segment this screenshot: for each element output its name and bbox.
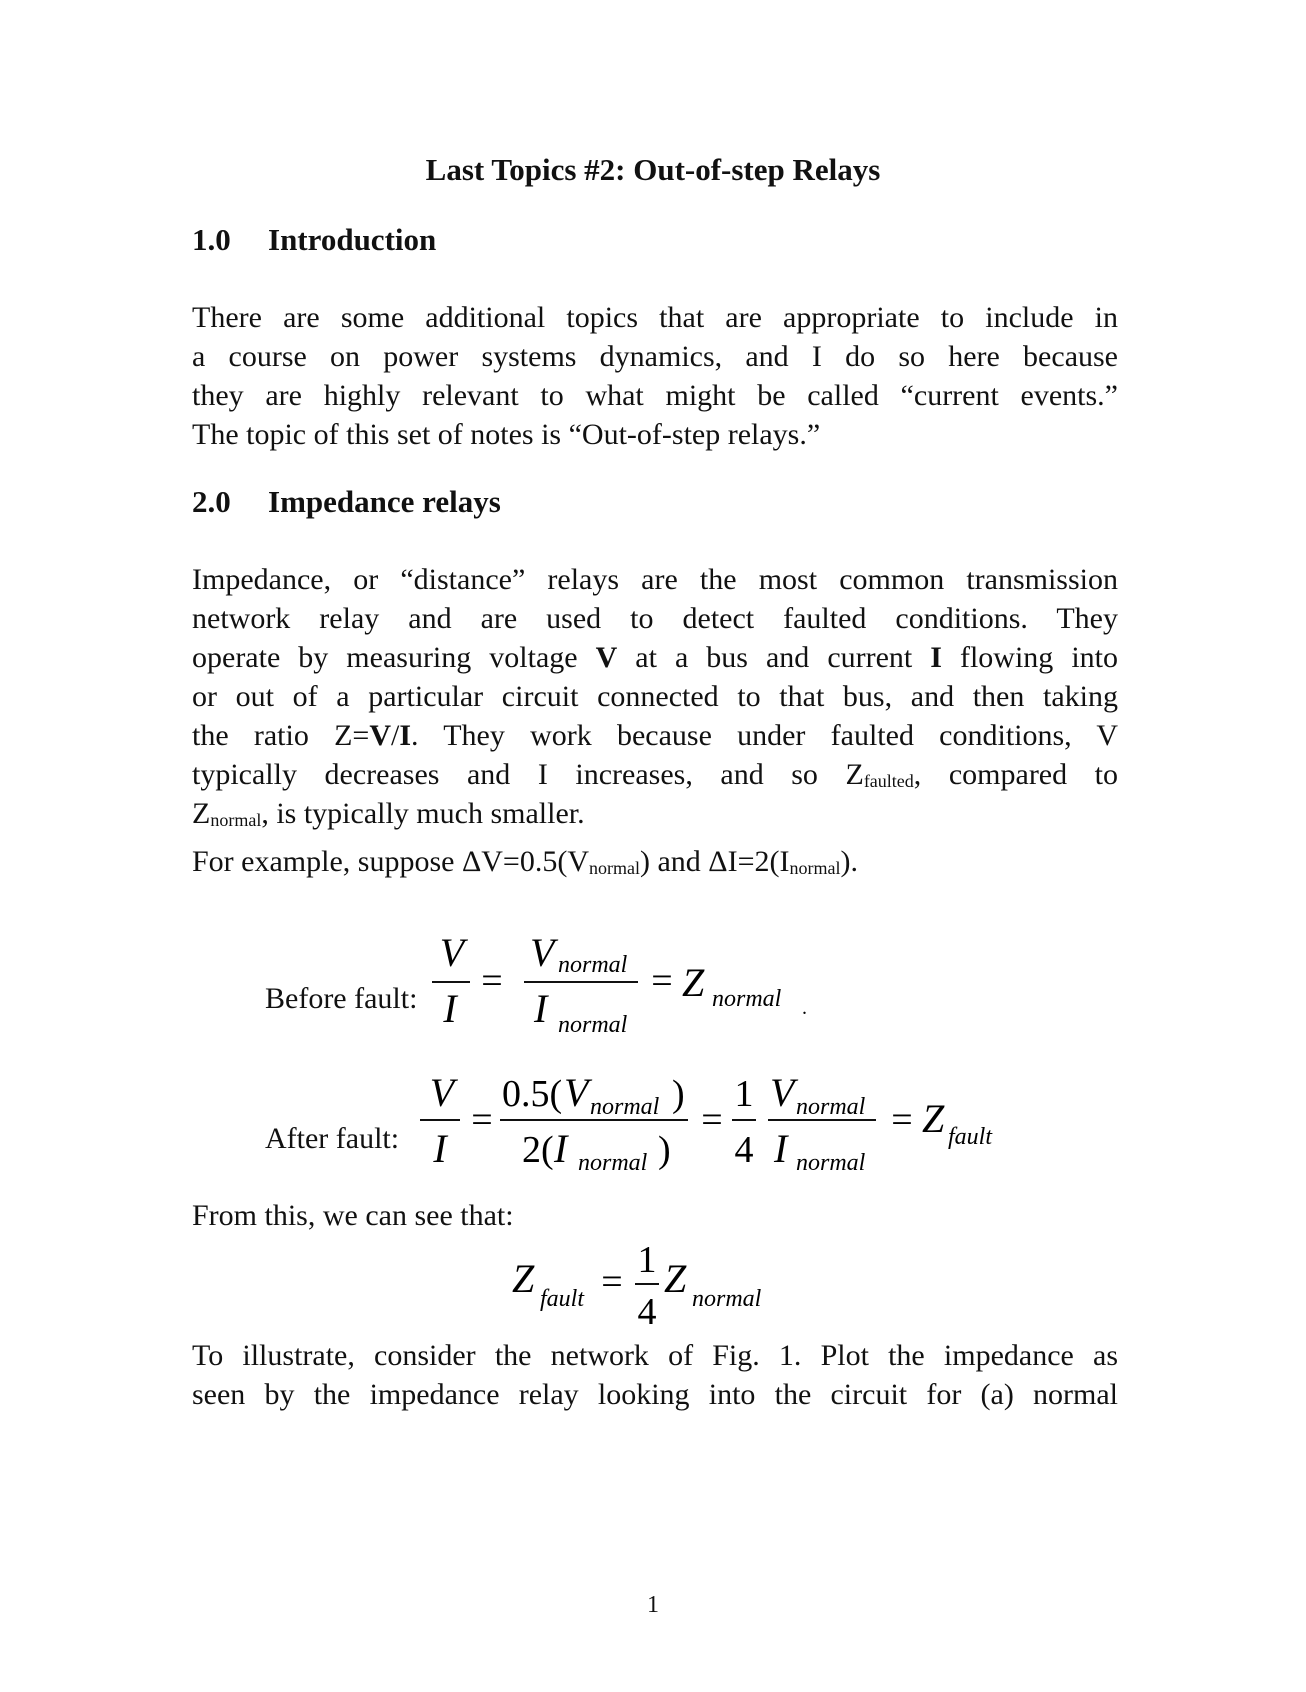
text-line: Impedance, or “distance” relays are the most common transmission (192, 563, 1118, 596)
illustrate-paragraph (192, 1336, 1118, 1414)
current-symbol: I (930, 641, 942, 674)
eq-Z: Z (682, 960, 705, 1005)
eq-Z: Z (922, 1096, 945, 1141)
eq-paren: ) (672, 1073, 685, 1115)
text: Z (192, 797, 211, 830)
text: at a bus and current (617, 641, 931, 674)
page-number: 1 (647, 1592, 659, 1618)
eq-V: V (564, 1070, 589, 1115)
current-symbol: I (399, 719, 412, 752)
eq-I: I (534, 986, 548, 1031)
voltage-symbol: V (595, 641, 618, 674)
text: ) and ΔI=2(I (640, 845, 790, 878)
text: / (391, 719, 400, 752)
before-fault-label: Before fault: (265, 982, 418, 1015)
section-heading-impedance-relays (192, 484, 501, 520)
eq-V: V (770, 1070, 795, 1115)
after-fault-label: After fault: (265, 1122, 400, 1155)
eq-equals: = (471, 1099, 493, 1141)
eq-one: 1 (734, 1073, 754, 1115)
eq-equals: = (601, 1261, 623, 1303)
text-line (192, 638, 1118, 677)
eq-subscript: normal (578, 1150, 648, 1176)
page-title: Last Topics #2: Out-of-step Relays (425, 152, 881, 187)
eq-subscript: normal (692, 1286, 762, 1312)
text: flowing into (941, 641, 1118, 674)
subscript: normal (589, 858, 640, 878)
eq-subscript: normal (712, 986, 782, 1012)
text: , compared to (913, 758, 1119, 791)
text-line (192, 755, 1118, 794)
eq-paren: ) (658, 1129, 671, 1171)
text-line: seen by the impedance relay looking into the circuit for (a) normal (192, 1378, 1118, 1411)
text-line: To illustrate, consider the network of Fig. 1. Plot the impedance as (192, 1339, 1118, 1372)
eq-subscript: fault (540, 1286, 585, 1312)
eq-subscript: normal (796, 1094, 866, 1120)
example-line (192, 842, 1118, 881)
section-title: Impedance relays (268, 484, 501, 519)
after-fault-equation (418, 1062, 993, 1182)
subscript: normal (789, 858, 841, 878)
text-line (192, 716, 1118, 755)
text: the ratio Z= (192, 719, 370, 752)
text-line: The topic of this set of notes is “Out-of-step relays.” (192, 418, 821, 451)
text: ). (840, 845, 858, 878)
eq-period: . (802, 997, 807, 1019)
text: operate by measuring voltage (192, 641, 596, 674)
subscript: faulted (863, 771, 914, 791)
voltage-symbol: V (369, 719, 391, 752)
impedance-paragraph (192, 560, 1118, 833)
text-line: a course on power systems dynamics, and I do so here because (192, 340, 1118, 373)
eq-V: V (429, 1070, 455, 1115)
subscript: normal (210, 810, 262, 830)
before-fault-equation (430, 920, 830, 1040)
text: , is typically much smaller. (261, 797, 585, 830)
eq-Z: Z (512, 1256, 535, 1301)
from-this-line: From this, we can see that: (192, 1199, 514, 1232)
section-title: Introduction (268, 222, 437, 257)
section-heading-introduction (192, 222, 436, 258)
eq-subscript: normal (558, 952, 628, 978)
text: typically decreases and I increases, and so Z (192, 758, 864, 791)
text-line: they are highly relevant to what might be called “current events.” (192, 379, 1118, 412)
eq-V: V (439, 930, 465, 975)
result-equation (510, 1232, 790, 1342)
eq-I: I (443, 986, 457, 1031)
eq-equals: = (651, 960, 673, 1002)
text-line: or out of a particular circuit connected to that bus, and then taking (192, 680, 1118, 713)
eq-subscript: fault (948, 1124, 993, 1150)
eq-four: 4 (734, 1129, 754, 1171)
text-line: There are some additional topics that are appropriate to include in (192, 301, 1118, 334)
eq-text: 0.5( (502, 1073, 563, 1115)
text-line (192, 794, 1118, 833)
text: . They work because under faulted conditions, V (411, 719, 1119, 752)
eq-Z: Z (664, 1256, 687, 1301)
text: For example, suppose ΔV=0.5(V (192, 845, 589, 878)
eq-four: 4 (637, 1291, 657, 1333)
section-number: 1.0 (192, 222, 231, 257)
intro-paragraph (192, 298, 1118, 454)
eq-I: I (554, 1126, 568, 1171)
eq-subscript: normal (558, 1012, 628, 1038)
eq-equals: = (481, 960, 503, 1002)
eq-V: V (530, 930, 555, 975)
eq-I: I (433, 1126, 447, 1171)
eq-subscript: normal (590, 1094, 660, 1120)
text-line: network relay and are used to detect faulted conditions. They (192, 602, 1118, 635)
eq-equals: = (701, 1099, 723, 1141)
section-number: 2.0 (192, 484, 231, 519)
eq-subscript: normal (796, 1150, 866, 1176)
eq-I: I (774, 1126, 788, 1171)
eq-equals: = (891, 1099, 913, 1141)
eq-one: 1 (637, 1239, 657, 1281)
eq-text: 2( (522, 1129, 554, 1171)
